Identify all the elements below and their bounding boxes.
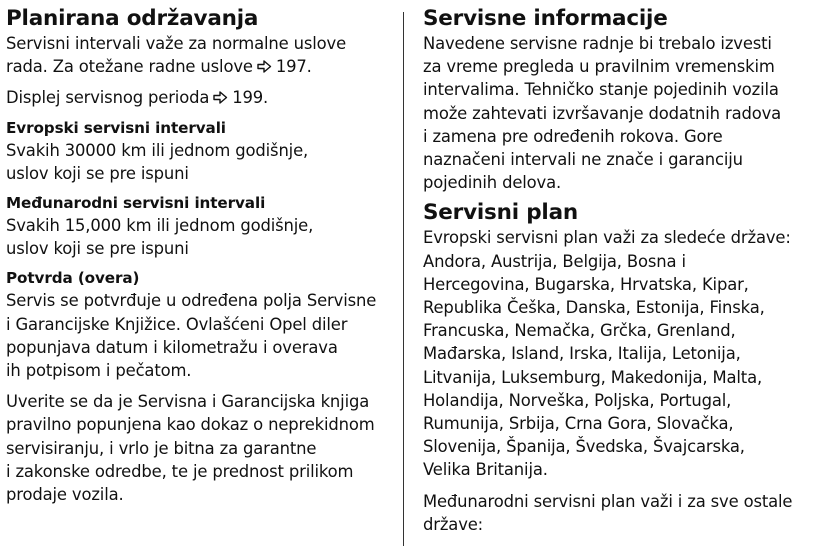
service-info-paragraph bbox=[423, 32, 813, 194]
right-column bbox=[423, 6, 813, 536]
text-line: Francuska, Nemačka, Grčka, Grenland, bbox=[423, 321, 736, 341]
text-line: Međunarodni servisni plan važi i za sve ostale bbox=[423, 491, 793, 511]
international-intervals-paragraph bbox=[6, 214, 394, 260]
text-line: Litvanija, Luksemburg, Makedonija, Malta, bbox=[423, 367, 763, 387]
text-line: ih potpisom i pečatom. bbox=[6, 361, 192, 381]
subtitle-european-intervals: Evropski servisni intervali bbox=[6, 118, 226, 137]
intro-text: rada. Za otežane radne uslove bbox=[6, 57, 253, 77]
text-line: države: bbox=[423, 514, 484, 534]
text-line: i Garancijske Knjižice. Ovlašćeni Opel diler bbox=[6, 314, 348, 334]
text-line: Servis se potvrđuje u određena polja Servisne bbox=[6, 291, 377, 311]
text-line: Hercegovina, Bugarska, Hrvatska, Kipar, bbox=[423, 274, 749, 294]
text-line: prodaje vozila. bbox=[6, 485, 124, 505]
text-line: intervalima. Tehničko stanje pojedinih vozila bbox=[423, 80, 779, 100]
text-line: Republika Češka, Danska, Estonija, Finska, bbox=[423, 298, 765, 318]
text-line: Navedene servisne radnje bi trebalo izvesti bbox=[423, 34, 772, 53]
ensure-paragraph bbox=[6, 390, 394, 506]
text-line: uslov koji se pre ispuni bbox=[6, 239, 189, 259]
subtitle-international-intervals: Međunarodni servisni intervali bbox=[6, 194, 266, 213]
text-line: Slovenija, Španija, Švedska, Švajcarska, bbox=[423, 437, 745, 457]
text-line: Velika Britanija. bbox=[423, 460, 548, 480]
text-line: popunjava datum i kilometražu i overava bbox=[6, 337, 338, 357]
text-line: može zahtevati izvršavanje dodatnih radova bbox=[423, 103, 782, 123]
text-line: Servisni intervali važe za normalne uslove bbox=[6, 34, 347, 53]
page-reference[interactable]: 199. bbox=[232, 88, 269, 108]
text-line: Holandija, Norveška, Poljska, Portugal, bbox=[423, 390, 732, 410]
confirmation-paragraph bbox=[6, 289, 394, 382]
intro-paragraph bbox=[6, 32, 394, 78]
european-intervals-paragraph bbox=[6, 139, 394, 185]
page-reference[interactable]: 197. bbox=[275, 57, 312, 77]
text-line: naznačeni intervali ne znače i garanciju bbox=[423, 150, 743, 170]
text-line bbox=[6, 86, 394, 109]
text-line: Mađarska, Island, Irska, Italija, Letonija, bbox=[423, 344, 741, 364]
text-line: Uverite se da je Servisna i Garancijska knjiga bbox=[6, 392, 370, 412]
section-title-service-information: Servisne informacije bbox=[423, 6, 668, 31]
text-line: i zamena pre određenih rokova. Gore bbox=[423, 126, 723, 146]
text-line bbox=[6, 55, 394, 78]
text-line: pojedinih delova. bbox=[423, 173, 562, 193]
arrow-right-outline-icon bbox=[213, 91, 228, 104]
arrow-right-outline-icon bbox=[257, 60, 272, 73]
text-line: uslov koji se pre ispuni bbox=[6, 163, 189, 183]
text-line: za vreme pregleda u pravilnim vremenskim bbox=[423, 57, 775, 77]
section-title-scheduled-maintenance: Planirana održavanja bbox=[6, 6, 259, 31]
column-divider bbox=[403, 12, 404, 546]
text-line: pravilno popunjena kao dokaz o neprekidnom bbox=[6, 415, 375, 435]
text-line: Rumunija, Srbija, Crna Gora, Slovačka, bbox=[423, 414, 734, 434]
text-line: Andora, Austrija, Belgija, Bosna i bbox=[423, 251, 686, 271]
left-column bbox=[6, 6, 394, 506]
display-paragraph bbox=[6, 86, 394, 109]
text-line: i zakonske odredbe, te je prednost prilikom bbox=[6, 461, 354, 481]
subtitle-confirmation: Potvrda (overa) bbox=[6, 269, 140, 288]
international-plan-paragraph bbox=[423, 490, 813, 536]
text-line: Svakih 30000 km ili jednom godišnje, bbox=[6, 140, 309, 160]
display-text: Displej servisnog perioda bbox=[6, 88, 210, 108]
text-line: Svakih 15,000 km ili jednom godišnje, bbox=[6, 216, 314, 236]
european-plan-paragraph bbox=[423, 226, 813, 481]
section-title-service-plan: Servisni plan bbox=[423, 200, 578, 226]
text-line: Evropski servisni plan važi za sledeće države: bbox=[423, 228, 791, 248]
text-line: servisiranju, i vrlo je bitna za garantne bbox=[6, 438, 317, 458]
